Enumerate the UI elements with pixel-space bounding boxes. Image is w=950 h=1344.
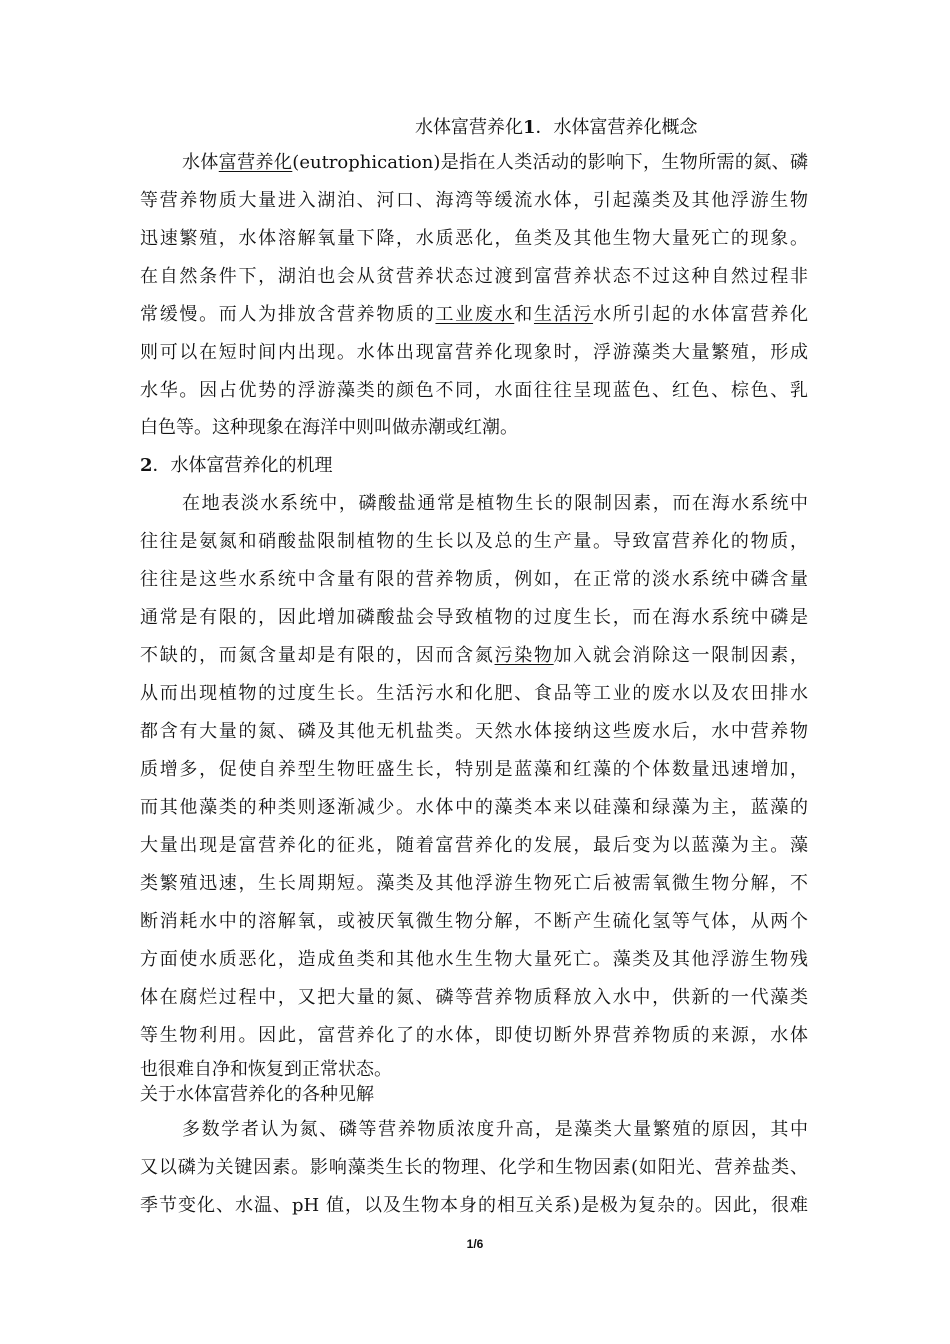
- document-title: [415, 114, 698, 142]
- paragraph-line: 而其他藻类的种类则逐渐减少。水体中的藻类本来以硅藻和绿藻为主，蓝藻的: [140, 797, 808, 818]
- link-industrial-wastewater[interactable]: 工业废水: [435, 304, 515, 325]
- paragraph-line: 常缓慢。而人为排放含营养物质的工业废水和生活污水所引起的水体富营养化: [140, 304, 809, 325]
- paragraph-line: 断消耗水中的溶解氧，或被厌氧微生物分解，不断产生硫化氢等气体，从两个: [140, 911, 808, 932]
- paragraph-line: 水体富营养化(eutrophication)是指在人类活动的影响下，生物所需的氮、磷: [182, 152, 808, 173]
- paragraph-line: 在地表淡水系统中，磷酸盐通常是植物生长的限制因素，而在海水系统中: [182, 493, 808, 514]
- page-number: 1/6: [466, 1237, 484, 1251]
- paragraph-line: 等营养物质大量进入湖泊、河口、海湾等缓流水体，引起藻类及其他浮游生物: [140, 190, 808, 211]
- paragraph-line: 又以磷为关键因素。影响藻类生长的物理、化学和生物因素(如阳光、营养盐类、: [140, 1157, 808, 1178]
- paragraph-line: 则可以在短时间内出现。水体出现富营养化现象时，浮游藻类大量繁殖，形成: [140, 342, 808, 363]
- paragraph-line: 方面使水质恶化，造成鱼类和其他水生生物大量死亡。藻类及其他浮游生物残: [140, 949, 808, 970]
- paragraph-line: 白色等。这种现象在海洋中则叫做赤潮或红潮。: [140, 417, 518, 438]
- paragraph-line: 多数学者认为氮、磷等营养物质浓度升高，是藻类大量繁殖的原因，其中: [182, 1119, 808, 1140]
- section-number-1: 1: [523, 117, 536, 138]
- paragraph-line: 水华。因占优势的浮游藻类的颜色不同，水面往往呈现蓝色、红色、棕色、乳: [140, 380, 808, 401]
- paragraph-line: 都含有大量的氮、磷及其他无机盐类。天然水体接纳这些废水后，水中营养物: [140, 721, 808, 742]
- paragraph-line: 质增多，促使自养型生物旺盛生长，特别是蓝藻和红藻的个体数量迅速增加，: [140, 759, 808, 780]
- title-text: 水体富营养化: [415, 117, 523, 138]
- section-number-2: 2: [140, 455, 153, 476]
- link-eutrophication[interactable]: 富营养化: [218, 152, 293, 173]
- paragraph-line: 往往是这些水系统中含量有限的营养物质，例如，在正常的淡水系统中磷含量: [140, 569, 808, 590]
- link-pollutant[interactable]: 污染物: [494, 645, 554, 666]
- paragraph-line: 迅速繁殖，水体溶解氧量下降，水质恶化，鱼类及其他生物大量死亡的现象。: [140, 228, 808, 249]
- paragraph-line: 等生物利用。因此，富营养化了的水体，即使切断外界营养物质的来源，水体: [140, 1025, 808, 1046]
- paragraph-line: 体在腐烂过程中，又把大量的氮、磷等营养物质释放入水中，供新的一代藻类: [140, 987, 808, 1008]
- paragraph-line: 在自然条件下，湖泊也会从贫营养状态过渡到富营养状态不过这种自然过程非: [140, 266, 808, 287]
- section-title-1: ．水体富营养化概念: [535, 117, 698, 138]
- paragraph-line: 类繁殖迅速，生长周期短。藻类及其他浮游生物死亡后被需氧微生物分解，不: [140, 873, 808, 894]
- paragraph-line: 大量出现是富营养化的征兆，随着富营养化的发展，最后变为以蓝藻为主。藻: [140, 835, 808, 856]
- paragraph-line: 也很难自净和恢复到正常状态。: [140, 1059, 392, 1080]
- paragraph-line: 季节变化、水温、pH 值，以及生物本身的相互关系)是极为复杂的。因此，很难: [140, 1195, 808, 1216]
- section-heading-3: 关于水体富营养化的各种见解: [140, 1084, 374, 1105]
- section-heading-2: 2．水体富营养化的机理: [140, 455, 333, 476]
- paragraph-line: 从而出现植物的过度生长。生活污水和化肥、食品等工业的废水以及农田排水: [140, 683, 808, 704]
- paragraph-line: 通常是有限的，因此增加磷酸盐会导致植物的过度生长，而在海水系统中磷是: [140, 607, 808, 628]
- link-domestic-sewage[interactable]: 生活污: [533, 304, 594, 325]
- paragraph-line: 往往是氨氮和硝酸盐限制植物的生长以及总的生产量。导致富营养化的物质，: [140, 531, 808, 552]
- paragraph-line: 不缺的，而氮含量却是有限的，因而含氮污染物加入就会消除这一限制因素，: [140, 645, 809, 666]
